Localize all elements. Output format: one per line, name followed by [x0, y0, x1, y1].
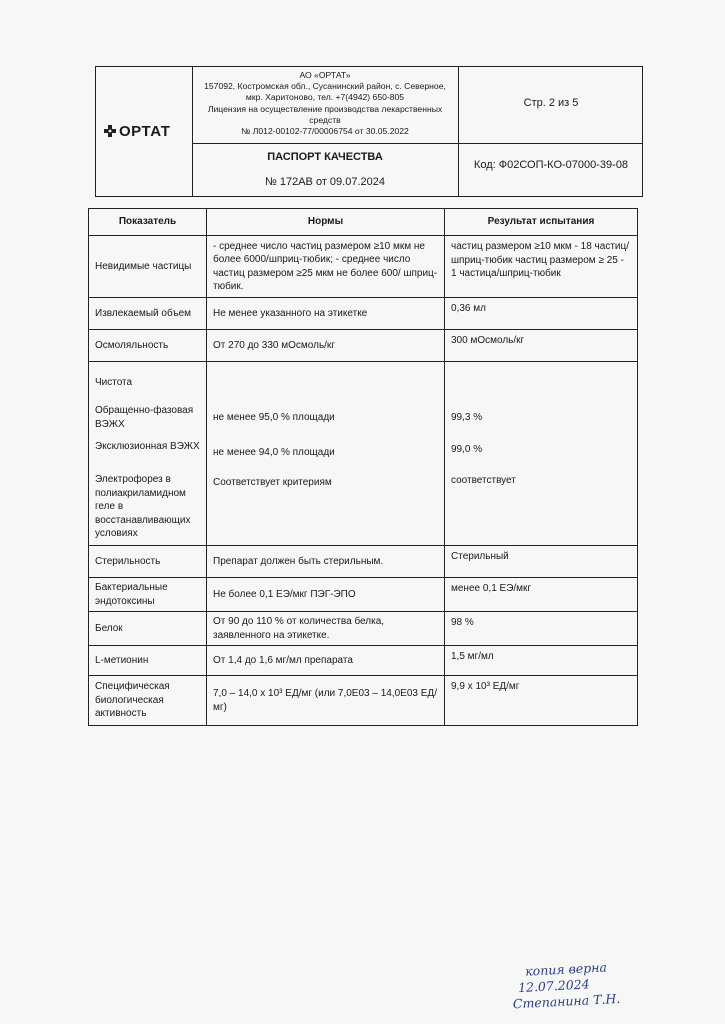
indicator-cell: L-метионин: [89, 646, 207, 676]
norm-cell: Препарат должен быть стерильным.: [207, 546, 445, 578]
purity-item-name: Эксклюзионная ВЭЖХ: [95, 441, 200, 452]
quality-table: [88, 208, 638, 726]
norm-cell: Не более 0,1 ЕЭ/мкг ПЭГ-ЭПО: [207, 578, 445, 612]
indicator-cell: Осмоляльность: [89, 330, 207, 362]
result-cell: 300 мОсмоль/кг: [445, 330, 638, 362]
indicator-cell: Бактериальные эндотоксины: [89, 578, 207, 612]
norm-cell: Не менее указанного на этикетке: [207, 298, 445, 330]
purity-item-name: Обращенно-фазовая ВЭЖХ: [95, 405, 194, 430]
license-number: № Л012-00102-77/00006754 от 30.05.2022: [241, 126, 409, 137]
document-code: Код: Ф02СОП-КО-07000-39-08: [473, 159, 629, 171]
logo-mark-icon: [104, 125, 116, 137]
norm-cell: - среднее число частиц размером ≥10 мкм не более 6000/шприц-тюбик; - среднее число частиц размером ≥25 мкм не более 600/ шприц-тюбик.: [207, 236, 445, 298]
indicator-cell: Специфическая биологическая активность: [89, 676, 207, 726]
handwritten-signature: Степанина Т.Н.: [512, 990, 621, 1012]
company-name: АО «ОРТАТ»: [299, 70, 351, 80]
purity-item-result: 99,3 %: [451, 412, 483, 423]
norm-cell: 7,0 – 14,0 х 10³ ЕД/мг (или 7,0Е03 – 14,0Е03 ЕД/мг): [207, 676, 445, 726]
company-address: 157092, Костромская обл., Сусанинский район, с. Северное,: [204, 81, 446, 92]
purity-item-result: соответствует: [451, 475, 516, 486]
table-row: [89, 612, 638, 646]
result-cell: частиц размером ≥10 мкм - 18 частиц/шприц-тюбик частиц размером ≥ 25 - 1 частица/шприц-тюбик: [445, 236, 638, 298]
norm-cell: От 90 до 110 % от количества белка, заявленного на этикетке.: [207, 612, 445, 646]
purity-title: Чистота: [95, 377, 133, 388]
purity-row: [89, 362, 638, 546]
page-number: Стр. 2 из 5: [523, 97, 579, 109]
table-row: [89, 676, 638, 726]
norm-cell: От 270 до 330 мОсмоль/кг: [207, 330, 445, 362]
handwritten-date: 12.07.2024: [517, 976, 590, 996]
table-row: [89, 546, 638, 578]
license-label-cont: средств: [309, 114, 341, 125]
indicator-cell: Невидимые частицы: [89, 236, 207, 298]
norm-cell: От 1,4 до 1,6 мг/мл препарата: [207, 646, 445, 676]
table-row: [89, 236, 638, 298]
purity-result-cell: [445, 362, 638, 546]
purity-item-name: Электрофорез в полиакриламидном геле в восстанавливающих условиях: [95, 474, 191, 539]
purity-indicator-cell: [89, 362, 207, 546]
purity-item-result: 99,0 %: [451, 444, 483, 455]
result-cell: 0,36 мл: [445, 298, 638, 330]
result-cell: 1,5 мг/мл: [445, 646, 638, 676]
purity-item-norm: Соответствует критериям: [213, 477, 332, 488]
logo-text: ОРТАТ: [119, 122, 171, 140]
handwritten-line: копия верна: [524, 959, 608, 979]
result-cell: Стерильный: [445, 546, 638, 578]
purity-item-norm: не менее 95,0 % площади: [213, 412, 335, 423]
result-cell: менее 0,1 ЕЭ/мкг: [445, 578, 638, 612]
table-row: [89, 330, 638, 362]
purity-norm-cell: [207, 362, 445, 546]
company-address-phone: мкр. Харитоново, тел. +7(4942) 650-805: [245, 92, 405, 103]
company-logo: [104, 121, 186, 141]
license-label: Лицензия на осуществление производства лекарственных: [207, 103, 443, 114]
document-header: [95, 66, 643, 197]
result-cell: 98 %: [445, 612, 638, 646]
purity-item-norm: не менее 94,0 % площади: [213, 447, 335, 458]
column-header-norms: Нормы: [207, 209, 445, 236]
table-row: [89, 298, 638, 330]
table-header-row: [89, 209, 638, 236]
indicator-cell: Стерильность: [89, 546, 207, 578]
column-header-result: Результат испытания: [445, 209, 638, 236]
document-title: ПАСПОРТ КАЧЕСТВА: [267, 151, 383, 163]
column-header-indicator: Показатель: [89, 209, 207, 236]
result-cell: 9,9 х 10³ ЕД/мг: [445, 676, 638, 726]
indicator-cell: Извлекаемый объем: [89, 298, 207, 330]
indicator-cell: Белок: [89, 612, 207, 646]
table-row: [89, 578, 638, 612]
document-number: № 172АВ от 09.07.2024: [265, 176, 385, 188]
handwritten-certification: [511, 956, 683, 1013]
company-info: [192, 70, 458, 137]
table-row: [89, 646, 638, 676]
